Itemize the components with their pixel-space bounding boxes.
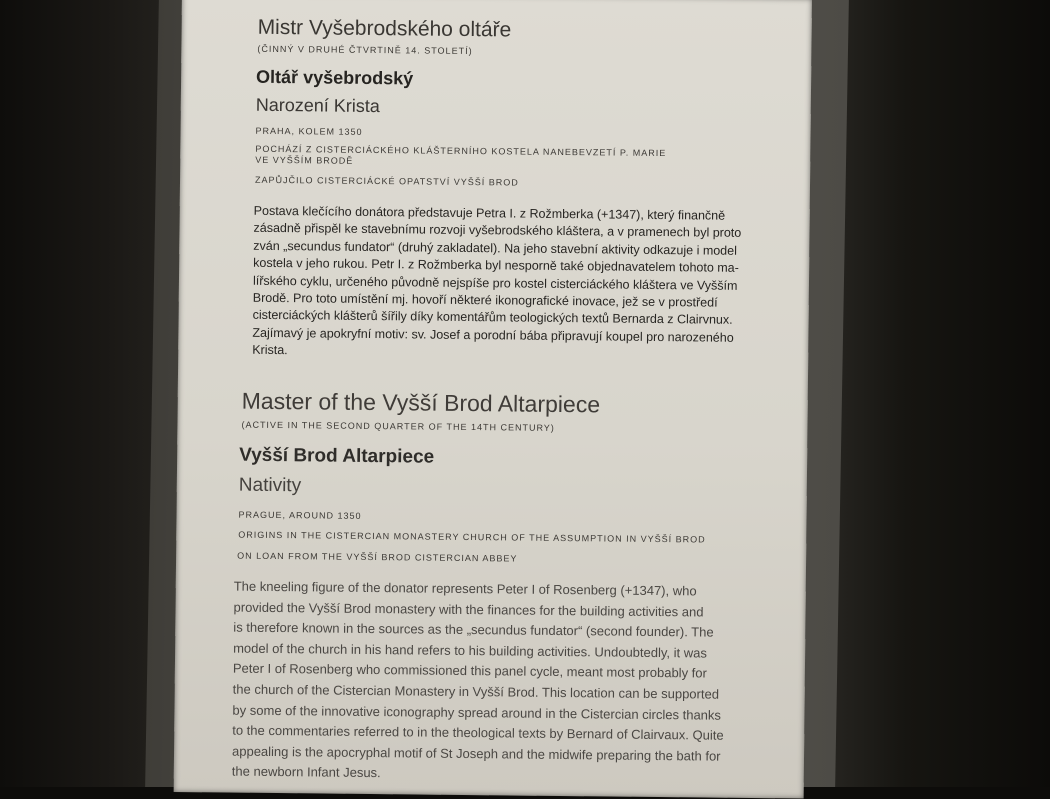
english-loan: ON LOAN FROM THE VYŠŠÍ BROD CISTERCIAN ABBEY [237,550,518,564]
czech-origin-line-2: VE VYŠŠÍM BRODĚ [255,154,354,166]
czech-work-title: Oltář vyšebrodský [256,66,414,89]
czech-active-period: (ČINNÝ V DRUHÉ ČTVRTINĚ 14. STOLETÍ) [257,43,473,57]
english-body-line: The kneeling figure of the donator represents Peter I of Rosenberg (+1347), who [233,578,697,599]
czech-origin-line-1: POCHÁZÍ Z CISTERCIÁCKÉHO KLÁŠTERNÍHO KOSTELA NANEBEVZETÍ P. MARIE [255,143,667,159]
czech-description [252,203,794,365]
english-body-line: to the commentaries referred to in the theological texts by Bernard of Clairvaux. Quite [232,722,724,743]
english-work-title: Vyšší Brod Altarpiece [239,444,435,468]
czech-body-line: Zajímavý je apokryfní motiv: sv. Josef a porodní bába připravují koupel pro narozeného [252,325,734,345]
english-body-line: is therefore known in the sources as the „secundus fundator“ (second founder). The [233,619,714,640]
czech-body-line: zván „secundus fundator“ (druhý zakladatel). Na jeho stavební aktivity odkazuje i model [253,238,737,258]
czech-body-line: cisterciáckých klášterů šířily díky komentářům teologických textů Bernarda z Clairvnux. [252,308,733,328]
english-body-line: by some of the innovative iconography spread around in the Cistercian circles thanks [232,702,722,723]
czech-body-line: Postava klečícího donátora představuje Petra I. z Rožmberka (+1347), který finančně [253,203,726,223]
czech-body-line: kostela v jeho rukou. Petr I. z Rožmberka byl nesporně také objednavatelem tohoto ma- [253,255,739,276]
english-body-line: provided the Vyšší Brod monastery with the finances for the building activities and [233,599,704,620]
english-active-period: (ACTIVE IN THE SECOND QUARTER OF THE 14TH CENTURY) [241,419,555,433]
english-body-line: Peter I of Rosenberg who commissioned this panel cycle, meant most probably for [232,660,707,681]
czech-subject: Narození Krista [255,94,380,117]
czech-body-line: Krista. [252,343,288,358]
english-artist-title: Master of the Vyšší Brod Altarpiece [241,387,601,418]
english-body-line: appealing is the apocryphal motif of St Joseph and the midwife preparing the bath for [231,743,721,764]
english-place-date: PRAGUE, AROUND 1350 [238,509,362,521]
czech-place-date: PRAHA, KOLEM 1350 [255,125,363,137]
czech-loan: ZAPŮJČILO CISTERCIÁCKÉ OPATSTVÍ VYŠŠÍ BROD [254,174,519,188]
english-body-line: the newborn Infant Jesus. [231,763,381,781]
english-description [232,577,794,789]
english-body-line: the church of the Cistercian Monastery in Vyšší Brod. This location can be supported [232,681,720,702]
museum-label-panel [174,0,812,799]
english-origin: ORIGINS IN THE CISTERCIAN MONASTERY CHURCH OF THE ASSUMPTION IN VYŠŠÍ BROD [238,529,706,545]
english-body-line: model of the church in his hand refers to his building activities. Undoubtedly, it was [233,640,707,661]
czech-artist-title: Mistr Vyšebrodského oltáře [257,15,512,42]
czech-body-line: zásadně přispěl ke stavebnímu rozvoji vyšebrodského kláštera, a v pramenech byl proto [253,221,742,241]
czech-body-line: Brodě. Pro toto umístění mj. hovoří některé ikonografické inovace, jež se v prostředí [252,290,718,310]
english-subject: Nativity [238,474,302,497]
czech-body-line: lířského cyklu, určeného původně nejspíše pro kostel cisterciáckého kláštera ve Vyšším [252,273,738,293]
